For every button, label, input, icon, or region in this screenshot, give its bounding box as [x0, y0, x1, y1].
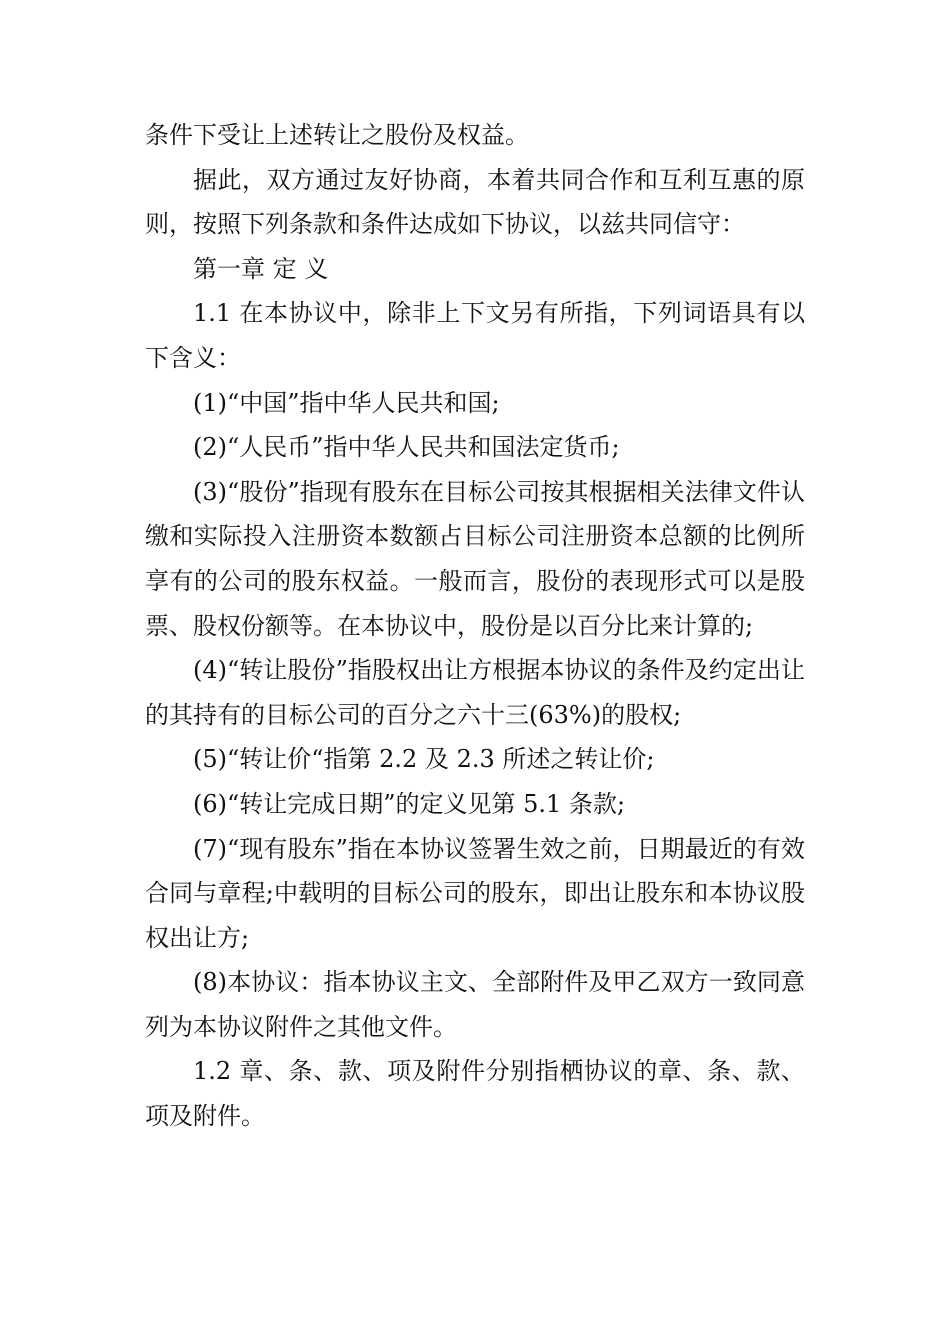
paragraph-preamble: 据此，双方通过友好协商，本着共同合作和互利互惠的原则，按照下列条款和条件达成如下协议，以兹共同信守：: [145, 165, 805, 239]
definition-item-6: (6)“转让完成日期”的定义见第 5.1 条款;: [193, 789, 626, 818]
definition-item-2: (2)“人民币”指中华人民共和国法定货币;: [193, 433, 620, 462]
paragraph-continuation: 条件下受让上述转让之股份及权益。: [145, 121, 529, 149]
definition-item-1: (1)“中国”指中华人民共和国;: [193, 388, 500, 417]
clause-1-2: 1.2 章、条、款、项及附件分别指栖协议的章、条、款、项及附件。: [145, 1057, 805, 1131]
definition-item-5: (5)“转让价“指第 2.2 及 2.3 所述之转让价;: [193, 745, 655, 774]
clause-1-1: 1.1 在本协议中，除非上下文另有所指，下列词语具有以下含义：: [145, 299, 805, 372]
definition-item-4: (4)“转让股份”指股权出让方根据本协议的条件及约定出让的其持有的目标公司的百分之六十三(63%)的股权;: [145, 656, 805, 729]
definition-item-8: (8)本协议：指本协议主文、全部附件及甲乙双方一致同意列为本协议附件之其他文件。: [145, 968, 805, 1041]
definition-item-7: (7)“现有股东”指在本协议签署生效之前，日期最近的有效合同与章程;中载明的目标公司的股东，即出让股东和本协议股权出让方;: [145, 834, 805, 952]
definition-item-3: (3)“股份”指现有股东在目标公司按其根据相关法律文件认缴和实际投入注册资本数额占目标公司注册资本总额的比例所享有的公司的股东权益。一般而言，股份的表现形式可以是股票、股权份额等。在本协议中，股份是以百分比来计算的;: [145, 477, 805, 640]
document-page: [145, 113, 805, 1139]
chapter-heading: 第一章 定 义: [193, 254, 329, 283]
